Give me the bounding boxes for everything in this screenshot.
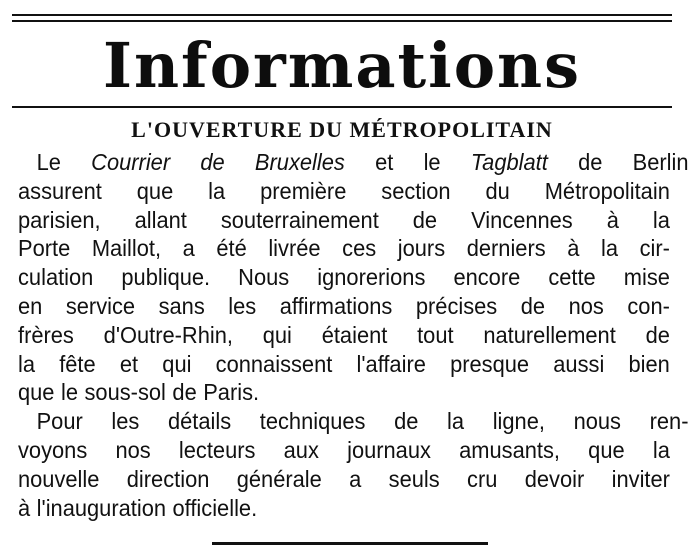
article-word: a [349,465,362,492]
article-word: de [578,149,603,175]
article-word: qui [162,350,192,377]
article-word: qui [262,321,292,348]
article-word: Berlin [632,149,689,175]
article-word: de [412,206,438,233]
article-word: derniers [466,235,546,262]
article-word: aussi [553,350,605,377]
article-word: à [18,494,31,521]
article-word: officielle. [172,494,258,521]
article-word: étaient [321,321,388,348]
article-word: Bruxelles [254,149,345,175]
article-headline: L'OUVERTURE DU MÉTROPOLITAIN [131,117,553,142]
article-word: aux [283,436,319,463]
article-word: que [136,177,174,204]
article-word: de [200,149,225,175]
article-word: du [485,177,510,204]
article-word: détails [167,408,232,435]
article-word: nouvelle [18,465,100,492]
article-word: devoir [524,465,585,492]
article-word: première [260,177,347,204]
article-word: sans [158,292,205,319]
article-body [18,148,689,522]
article-word: la [447,408,465,435]
article-line [18,465,670,494]
article-word: a [182,235,195,262]
article-word: amusants, [459,436,560,463]
article-word: nos [568,292,604,319]
article-word: tout [417,321,454,348]
article-word: le [60,379,78,406]
article-word: Tagblatt [470,149,548,175]
article-word: allant [134,206,187,233]
article-line [18,407,689,436]
article-line [18,321,670,350]
article-word: affirmations [279,292,393,319]
article-word: culation [18,264,94,291]
article-word: l'affaire [356,350,426,377]
article-word: précises [415,292,498,319]
article-word: inviter [611,465,670,492]
article-line [18,234,670,263]
article-word: naturellement [483,321,616,348]
article-word: Pour [36,408,83,435]
article-word: et [119,350,139,377]
title-divider [12,106,672,108]
article-word: voyons [18,436,88,463]
article-word: d'Outre-Rhin, [103,321,233,348]
article-line [18,148,689,177]
article-word: les [111,408,140,435]
article-word: la [600,235,618,262]
article-word: générale [236,465,322,492]
article-word: à [606,206,619,233]
article-word: de [520,292,546,319]
article-word: été [216,235,247,262]
article-word: cir- [639,235,670,262]
article-word: Maillot, [91,235,162,262]
article-word: parisien, [18,206,101,233]
article-word: Le [36,149,61,175]
article-word: à [567,235,580,262]
article-word: lecteurs [178,436,256,463]
article-word: en [18,292,43,319]
article-word: de [645,321,670,348]
article-word: presque [450,350,530,377]
article-line [18,177,670,206]
article-word: la [208,177,226,204]
article-word: Courrier [91,149,171,175]
article-word: service [65,292,136,319]
article-word: mise [623,264,670,291]
article-word: de [172,379,197,406]
article-line [18,292,670,321]
article-line [18,494,670,523]
article-word: livrée [268,235,321,262]
article-line [18,263,670,292]
article-word: et [375,149,394,175]
article-line [18,436,670,465]
article-word: ligne, [492,408,545,435]
article-word: techniques [259,408,366,435]
article-word: la [18,350,36,377]
article-word: Paris. [203,379,260,406]
article-word: les [228,292,257,319]
article-word: direction [126,465,210,492]
article-word: jours [397,235,446,262]
article-word: con- [627,292,670,319]
article-word: publique. [121,264,211,291]
article-word: Nous [238,264,290,291]
article-word: que [18,379,55,406]
article-word: Métropolitain [544,177,670,204]
article-line [18,206,670,235]
top-rule-lower [12,20,672,22]
article-word: nous [573,408,621,435]
article-word: ignorerions [317,264,426,291]
article-word: bien [628,350,670,377]
article-word: Vincennes [471,206,573,233]
article-word: assurent [18,177,102,204]
article-line [18,350,670,379]
article-word: cette [548,264,596,291]
article-word: sous-sol [84,379,166,406]
article-word: frères [18,321,74,348]
article-word: cru [467,465,498,492]
article-word: l'inauguration [36,494,167,521]
article-word: journaux [347,436,431,463]
article-line [18,378,670,407]
article-word: souterrainement [220,206,379,233]
article-word: seuls [388,465,440,492]
article-word: section [381,177,451,204]
article-word: Porte [18,235,71,262]
article-word: que [588,436,625,463]
section-title: Informations [102,29,582,102]
article-word: le [423,149,441,175]
article-word: ren- [649,408,689,435]
top-rule-upper [12,14,672,16]
article-word: connaissent [215,350,333,377]
article-word: fête [59,350,96,377]
article-word: encore [453,264,521,291]
article-word: la [652,436,670,463]
article-word: ces [342,235,377,262]
article-word: de [394,408,419,435]
end-rule [212,542,488,545]
article-word: la [652,206,670,233]
article-word: nos [115,436,151,463]
